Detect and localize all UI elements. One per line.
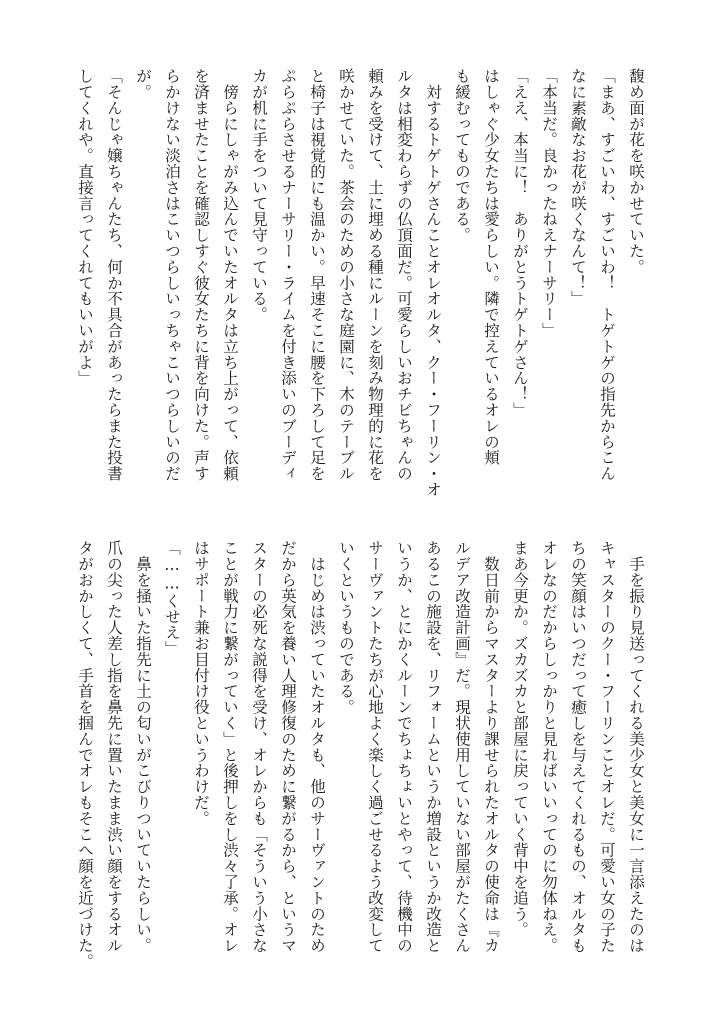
- text-column: 「そんじゃ嬢ちゃんたち、何か不具合があったらまた投書: [105, 68, 123, 482]
- text-column: 「まあ、すごいわ、すごいわ！ トゲトゲの指先からこん: [598, 68, 616, 482]
- text-column: 「……くせえ」: [163, 540, 181, 657]
- text-column: が。: [134, 68, 152, 100]
- text-column: ちの笑顔はいつだって癒しを与えてくれるもの、オルタも: [569, 540, 587, 954]
- text-column: はサポート兼お目付け役というわけだ。: [192, 540, 210, 827]
- text-column: してくれや。直接言ってくれてもいいがよ」: [76, 68, 94, 386]
- text-column: 鼻を掻いた指先に土の匂いがこびりついていたらしい。: [134, 540, 152, 954]
- text-column: 対するトゲトゲさんことオレオルタ、クー・フーリン・オ: [424, 68, 442, 498]
- text-column: を済ませたことを確認しすぐ彼女たちに背を向けた。声す: [192, 68, 210, 482]
- text-column: カが机に手をついて見守っている。: [250, 68, 268, 323]
- text-column: サーヴァントたちが心地よく楽しく過ごせるよう改変して: [366, 540, 384, 954]
- text-column: 咲かせていた。茶会のための小さな庭園に、木のテーブル: [337, 68, 355, 482]
- text-column: 傍らにしゃがみ込んでいたオルタは立ち上がって、依頼: [221, 68, 239, 482]
- text-column: だから英気を養い人理修復のために繋がるから、というマ: [279, 540, 297, 954]
- text-column: なに素敵なお花が咲くなんて！」: [569, 68, 587, 307]
- text-column: 「ええ、本当に！ ありがとうトゲトゲさん！」: [511, 68, 529, 418]
- text-column: 馥め面が花を咲かせていた。: [627, 68, 645, 275]
- text-column: ぷらぷらさせるナーサリー・ライムを付き添いのブーディ: [279, 68, 297, 482]
- upper-text-block: [76, 68, 650, 498]
- text-column: と椅子は視覚的にも温かい。早速そこに腰を下ろして足を: [308, 68, 326, 482]
- text-column: 数日前からマスターより課せられたオルタの使命は『カ: [482, 540, 500, 954]
- text-column: も緩むってものである。: [453, 68, 471, 243]
- text-column: スターの必死な説得を受け、オレからも「そういう小さな: [250, 540, 268, 954]
- text-column: 「本当だ。良かったねえナーサリー」: [540, 68, 558, 339]
- text-column: ことが戦力に繋がっていく」と後押しをし渋々了承。オレ: [221, 540, 239, 954]
- text-column: いくというものである。: [337, 540, 355, 715]
- lower-text-block: [76, 540, 650, 970]
- text-column: オレなのだからしっかりと見ればいいってのに勿体ねえ。: [540, 540, 558, 954]
- text-column: まあ今更か。ズカズカと部屋に戻っていく背中を追う。: [511, 540, 529, 938]
- text-column: ルデア改造計画』だ。現状使用していない部屋がたくさん: [453, 540, 471, 954]
- text-column: はしゃぐ少女たちは愛らしい。隣で控えているオレの頬: [482, 68, 500, 466]
- text-column: いうか、とにかくルーンでちょちょいとやって、待機中の: [395, 540, 413, 954]
- text-column: 爪の尖った人差し指を鼻先に置いたまま渋い顔をするオル: [105, 540, 123, 954]
- text-column: らかけない淡泊さはこいつらしいっちゃこいつらしいのだ: [163, 68, 181, 482]
- text-column: タがおかしくて、手首を掴んでオレもそこへ顔を近づけた。: [76, 540, 94, 970]
- text-column: 頼みを受けて、土に埋める種にルーンを刻み物理的に花を: [366, 68, 384, 482]
- text-column: 手を振り見送ってくれる美少女と美女に一言添えたのは: [627, 540, 645, 954]
- text-column: ルタは相変わらずの仏頂面だ。可愛らしいおチビちゃんの: [395, 68, 413, 482]
- text-column: はじめは渋っていたオルタも、他のサーヴァントのため: [308, 540, 326, 954]
- text-column: キャスターのクー・フーリンことオレだ。可愛い女の子た: [598, 540, 616, 954]
- text-column: あるこの施設を、リフォームというか増設というか改造と: [424, 540, 442, 954]
